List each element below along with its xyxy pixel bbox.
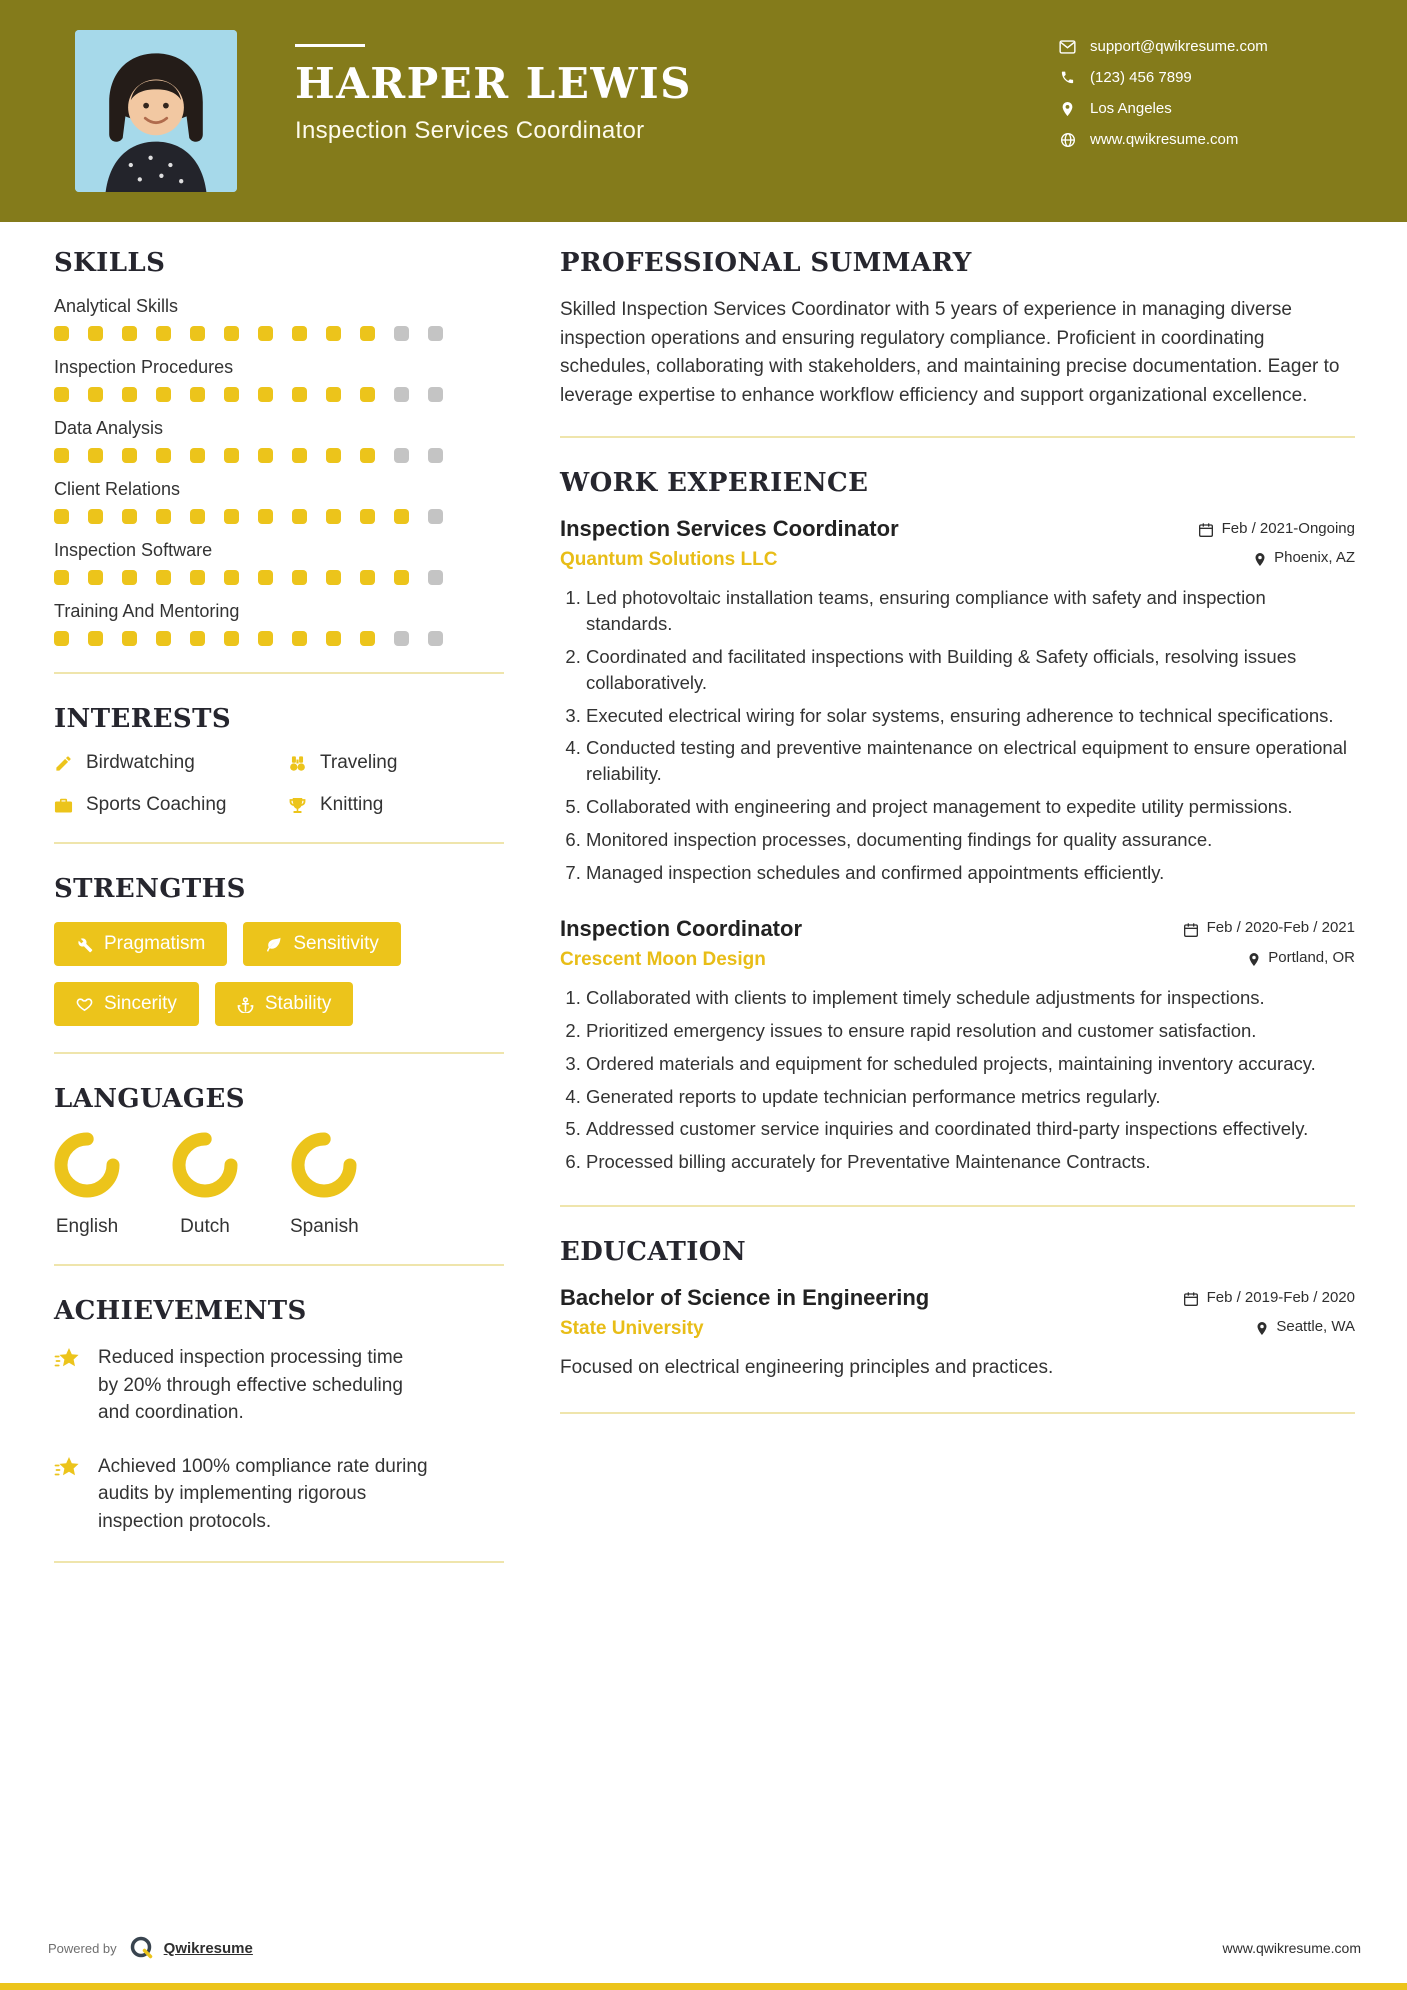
achievement-text: Achieved 100% compliance rate during audits by implementing rigorous inspection protocols. (98, 1455, 428, 1532)
skill-rating-dot (258, 509, 273, 524)
skill-label: Inspection Procedures (54, 357, 234, 377)
job-bullet: 4. Generated reports to update technician performance metrics regularly. (586, 1084, 1355, 1110)
skill-rating-dot (156, 326, 171, 341)
skill-item (54, 479, 504, 524)
section-divider (560, 1205, 1355, 1207)
strength-label: Pragmatism (104, 933, 206, 954)
skill-rating-dot (88, 509, 103, 524)
skill-rating (54, 509, 504, 524)
portrait-illustration (75, 30, 237, 192)
job-bullet: 2. Prioritized emergency issues to ensure rapid resolution and customer satisfaction. (586, 1018, 1355, 1044)
skill-rating-dot (122, 631, 137, 646)
job-bullet: 3. Ordered materials and equipment for scheduled projects, maintaining inventory accuracy. (586, 1051, 1355, 1077)
skill-rating-dot (394, 387, 409, 402)
achievement-item (54, 1344, 504, 1427)
job-bullet-list (560, 585, 1355, 886)
skill-rating-dot (360, 387, 375, 402)
language-label: Spanish (290, 1216, 359, 1237)
skill-rating-dot (428, 570, 443, 585)
skill-item (54, 357, 504, 402)
location-icon (1059, 101, 1076, 117)
anchor-icon (237, 996, 254, 1013)
interest-item (54, 752, 288, 774)
skill-rating-dot (326, 509, 341, 524)
job-entry (560, 516, 1355, 886)
wrench-icon (76, 936, 93, 953)
contact-item (1059, 131, 1359, 148)
skill-rating-dot (156, 448, 171, 463)
education-location-text: Seattle, WA (1276, 1318, 1355, 1336)
skill-rating-dot (428, 509, 443, 524)
skill-rating-dot (258, 631, 273, 646)
language-level-donut (54, 1132, 120, 1198)
skill-rating-dot (326, 326, 341, 341)
skill-rating-dot (190, 387, 205, 402)
skill-rating-dot (224, 509, 239, 524)
skill-rating-dot (156, 631, 171, 646)
job-bullet: 5. Collaborated with engineering and project management to expedite utility permissions. (586, 794, 1355, 820)
skill-rating-dot (224, 570, 239, 585)
achievement-item (54, 1453, 504, 1536)
contact-item (1059, 38, 1359, 55)
skill-rating-dot (122, 387, 137, 402)
skill-rating-dot (224, 448, 239, 463)
skill-rating-dot (122, 509, 137, 524)
education-entry (560, 1285, 1355, 1382)
contact-text: Los Angeles (1090, 100, 1172, 117)
header (0, 0, 1407, 222)
profile-photo (75, 30, 237, 192)
contact-item (1059, 100, 1359, 117)
main-column (560, 248, 1355, 1444)
education-subhead (560, 1311, 1355, 1340)
job-location (1248, 949, 1355, 966)
interest-item (288, 752, 504, 774)
skill-rating-dot (258, 448, 273, 463)
skill-rating-dot (88, 448, 103, 463)
job-dates-text: Feb / 2021-Ongoing (1221, 519, 1355, 537)
language-level-donut (172, 1132, 238, 1198)
skill-rating-dot (54, 570, 69, 585)
achievement-text: Reduced inspection processing time by 20% through effective scheduling and coordination. (98, 1347, 404, 1424)
skill-rating-dot (54, 448, 69, 463)
section-divider (54, 1561, 504, 1563)
contact-list (1059, 30, 1359, 162)
heart-icon (76, 996, 93, 1013)
skill-rating-dot (360, 326, 375, 341)
binoculars-icon (288, 754, 307, 773)
contact-text: support@qwikresume.com (1090, 38, 1268, 55)
skill-rating-dot (190, 448, 205, 463)
interests-heading: INTERESTS (54, 704, 232, 734)
star-icon (54, 1455, 82, 1536)
job-bullet: 4. Conducted testing and preventive maintenance on electrical equipment to ensure operational reliability. (586, 735, 1355, 787)
pin-icon (1248, 952, 1260, 967)
leaf-icon (265, 936, 282, 953)
skill-rating-dot (156, 509, 171, 524)
education-list (560, 1285, 1355, 1382)
strengths-section (54, 874, 504, 1026)
section-divider (560, 1412, 1355, 1414)
language-item (54, 1132, 120, 1238)
skill-rating-dot (224, 387, 239, 402)
bottom-accent-bar (0, 1983, 1407, 1990)
email-icon (1059, 40, 1076, 54)
job-head (560, 516, 1355, 542)
section-divider (54, 1052, 504, 1054)
interests-section (54, 704, 504, 816)
strengths-heading: STRENGTHS (54, 874, 246, 904)
education-school: State University (560, 1318, 704, 1340)
skill-rating-dot (292, 631, 307, 646)
education-dates-text: Feb / 2019-Feb / 2020 (1206, 1288, 1355, 1306)
skill-rating-dot (122, 570, 137, 585)
job-title: Inspection Coordinator (560, 915, 802, 941)
skill-rating-dot (224, 631, 239, 646)
job-location-text: Phoenix, AZ (1274, 549, 1355, 566)
globe-icon (1059, 132, 1076, 148)
skill-rating-dot (258, 326, 273, 341)
skill-rating-dot (156, 387, 171, 402)
strength-badge (54, 982, 199, 1026)
job-location-text: Portland, OR (1268, 948, 1355, 966)
strength-label: Sincerity (104, 993, 177, 1014)
achievements-list (54, 1344, 504, 1535)
skill-item (54, 296, 504, 341)
skill-rating-dot (190, 509, 205, 524)
job-title: Inspection Services Coordinator (560, 516, 899, 541)
strength-badge (215, 982, 354, 1026)
experience-section (560, 468, 1355, 1175)
language-item (172, 1132, 238, 1238)
job-dates (1183, 919, 1355, 936)
footer (0, 1935, 1407, 1983)
skill-rating-dot (88, 631, 103, 646)
skill-rating-dot (190, 570, 205, 585)
person-name: HARPER LEWIS (295, 59, 692, 108)
interest-item (288, 794, 504, 816)
section-divider (560, 436, 1355, 438)
skill-label: Data Analysis (54, 418, 164, 438)
skill-rating-dot (258, 570, 273, 585)
education-location (1256, 1318, 1355, 1335)
skill-rating-dot (156, 570, 171, 585)
section-divider (54, 672, 504, 674)
skill-rating-dot (394, 509, 409, 524)
skill-label: Client Relations (54, 479, 181, 499)
skill-item (54, 540, 504, 585)
skill-rating-dot (54, 631, 69, 646)
skill-rating-dot (428, 387, 443, 402)
skill-rating-dot (394, 631, 409, 646)
job-head (560, 916, 1355, 942)
skills-heading: SKILLS (54, 248, 166, 278)
skill-rating-dot (292, 326, 307, 341)
skill-rating-dot (360, 448, 375, 463)
skill-rating-dot (394, 448, 409, 463)
skill-rating-dot (428, 631, 443, 646)
job-location (1254, 549, 1355, 566)
skill-rating-dot (88, 387, 103, 402)
job-bullet: 6. Monitored inspection processes, documenting findings for quality assurance. (586, 827, 1355, 853)
qwikresume-logo-icon (129, 1935, 155, 1961)
trophy-icon (288, 796, 307, 815)
education-note: Focused on electrical engineering principles and practices. (560, 1357, 1054, 1379)
calendar-icon (1198, 522, 1214, 538)
skill-rating-dot (88, 570, 103, 585)
interests-list (54, 752, 504, 816)
skills-list (54, 296, 504, 646)
skill-rating-dot (292, 509, 307, 524)
skill-rating-dot (292, 448, 307, 463)
calendar-icon (1183, 1291, 1199, 1307)
skill-rating-dot (190, 631, 205, 646)
skill-item (54, 601, 504, 646)
pin-icon (1256, 1321, 1268, 1336)
skill-rating-dot (292, 387, 307, 402)
skill-rating-dot (428, 326, 443, 341)
identity-block (295, 30, 692, 145)
content (0, 222, 1407, 1935)
strengths-list (54, 922, 474, 1026)
skill-rating-dot (326, 448, 341, 463)
strength-label: Stability (264, 993, 332, 1014)
language-label: English (55, 1216, 119, 1237)
skill-rating-dot (224, 326, 239, 341)
skill-rating-dot (88, 326, 103, 341)
qwikresume-link[interactable]: Qwikresume (163, 1939, 253, 1957)
interest-item (54, 794, 288, 816)
section-divider (54, 1264, 504, 1266)
job-bullet: 7. Managed inspection schedules and confirmed appointments efficiently. (586, 860, 1355, 886)
skill-rating-dot (360, 570, 375, 585)
job-bullet: 2. Coordinated and facilitated inspections with Building & Safety officials, resolving issues collaboratively. (586, 644, 1355, 696)
strength-badge (243, 922, 401, 966)
skill-rating (54, 631, 504, 646)
person-title: Inspection Services Coordinator (295, 117, 645, 145)
footer-site-url: www.qwikresume.com (1222, 1940, 1361, 1956)
pin-icon (1254, 552, 1266, 567)
skill-rating-dot (258, 387, 273, 402)
name-rule (295, 44, 365, 47)
skill-rating (54, 326, 504, 341)
skill-rating-dot (122, 448, 137, 463)
pen-icon (54, 754, 73, 773)
skill-rating-dot (326, 570, 341, 585)
job-subhead (560, 942, 1355, 971)
skill-rating (54, 387, 504, 402)
education-degree: Bachelor of Science in Engineering (560, 1285, 930, 1311)
star-icon (54, 1346, 82, 1427)
summary-text: Skilled Inspection Services Coordinator with 5 years of experience in managing diverse inspection operations and ensuring regulatory compliance. Proficient in coordinating schedules, collaborating with stakeholders, and maintaining precise documentation. Eager to leverage expertise to enhance workflow efficiency and support organizational excellence. (560, 299, 1340, 406)
language-item (290, 1132, 359, 1238)
skill-label: Training And Mentoring (54, 601, 240, 621)
education-heading: EDUCATION (560, 1237, 747, 1268)
languages-heading: LANGUAGES (54, 1084, 245, 1114)
job-dates-text: Feb / 2020-Feb / 2021 (1206, 919, 1355, 937)
job-company: Quantum Solutions LLC (560, 549, 778, 570)
skill-rating-dot (292, 570, 307, 585)
skill-rating-dot (326, 631, 341, 646)
skill-rating-dot (54, 326, 69, 341)
achievements-heading: ACHIEVEMENTS (54, 1296, 307, 1326)
sidebar (54, 248, 504, 1593)
summary-heading: PROFESSIONAL SUMMARY (560, 248, 972, 278)
interest-label: Sports Coaching (86, 794, 227, 815)
strength-label: Sensitivity (293, 933, 379, 954)
education-head (560, 1285, 1355, 1311)
interest-label: Knitting (320, 794, 384, 815)
calendar-icon (1183, 922, 1199, 938)
job-bullet: 5. Addressed customer service inquiries and coordinated third-party inspections effectively. (586, 1116, 1355, 1142)
contact-text: (123) 456 7899 (1090, 69, 1192, 86)
skill-rating-dot (54, 509, 69, 524)
education-section (560, 1237, 1355, 1382)
experience-heading: WORK EXPERIENCE (560, 468, 869, 498)
job-bullet: 6. Processed billing accurately for Preventative Maintenance Contracts. (586, 1149, 1355, 1175)
briefcase-icon (54, 796, 73, 815)
skill-rating-dot (360, 509, 375, 524)
skill-rating-dot (394, 570, 409, 585)
interest-label: Birdwatching (86, 752, 195, 773)
skill-rating-dot (122, 326, 137, 341)
skill-rating-dot (326, 387, 341, 402)
contact-item (1059, 69, 1359, 86)
skill-rating-dot (360, 631, 375, 646)
skill-rating-dot (54, 387, 69, 402)
jobs-list (560, 516, 1355, 1175)
education-dates (1183, 1289, 1355, 1306)
section-divider (54, 842, 504, 844)
languages-list (54, 1132, 504, 1238)
skill-rating (54, 570, 504, 585)
languages-section (54, 1084, 504, 1238)
skill-label: Analytical Skills (54, 296, 179, 316)
interest-label: Traveling (320, 752, 398, 773)
contact-text: www.qwikresume.com (1090, 131, 1239, 148)
job-company: Crescent Moon Design (560, 948, 766, 970)
skill-rating-dot (428, 448, 443, 463)
job-subhead (560, 542, 1355, 571)
skill-item (54, 418, 504, 463)
skill-rating-dot (394, 326, 409, 341)
phone-icon (1059, 70, 1076, 85)
job-bullet: 1. Led photovoltaic installation teams, ensuring compliance with safety and inspection standards. (586, 585, 1355, 637)
language-level-donut (291, 1132, 357, 1198)
skill-rating-dot (190, 326, 205, 341)
strength-badge (54, 922, 227, 966)
skill-label: Inspection Software (54, 540, 213, 560)
job-dates (1198, 520, 1355, 537)
summary-section (560, 248, 1355, 410)
job-entry (560, 916, 1355, 1175)
skills-section (54, 248, 504, 646)
skill-rating (54, 448, 504, 463)
powered-by-label: Powered by (48, 1940, 117, 1956)
achievements-section (54, 1296, 504, 1535)
job-bullet: 1. Collaborated with clients to implement timely schedule adjustments for inspections. (586, 985, 1355, 1011)
job-bullet-list (560, 985, 1355, 1175)
job-bullet: 3. Executed electrical wiring for solar systems, ensuring adherence to technical specifications. (586, 703, 1355, 729)
language-label: Dutch (180, 1216, 230, 1237)
